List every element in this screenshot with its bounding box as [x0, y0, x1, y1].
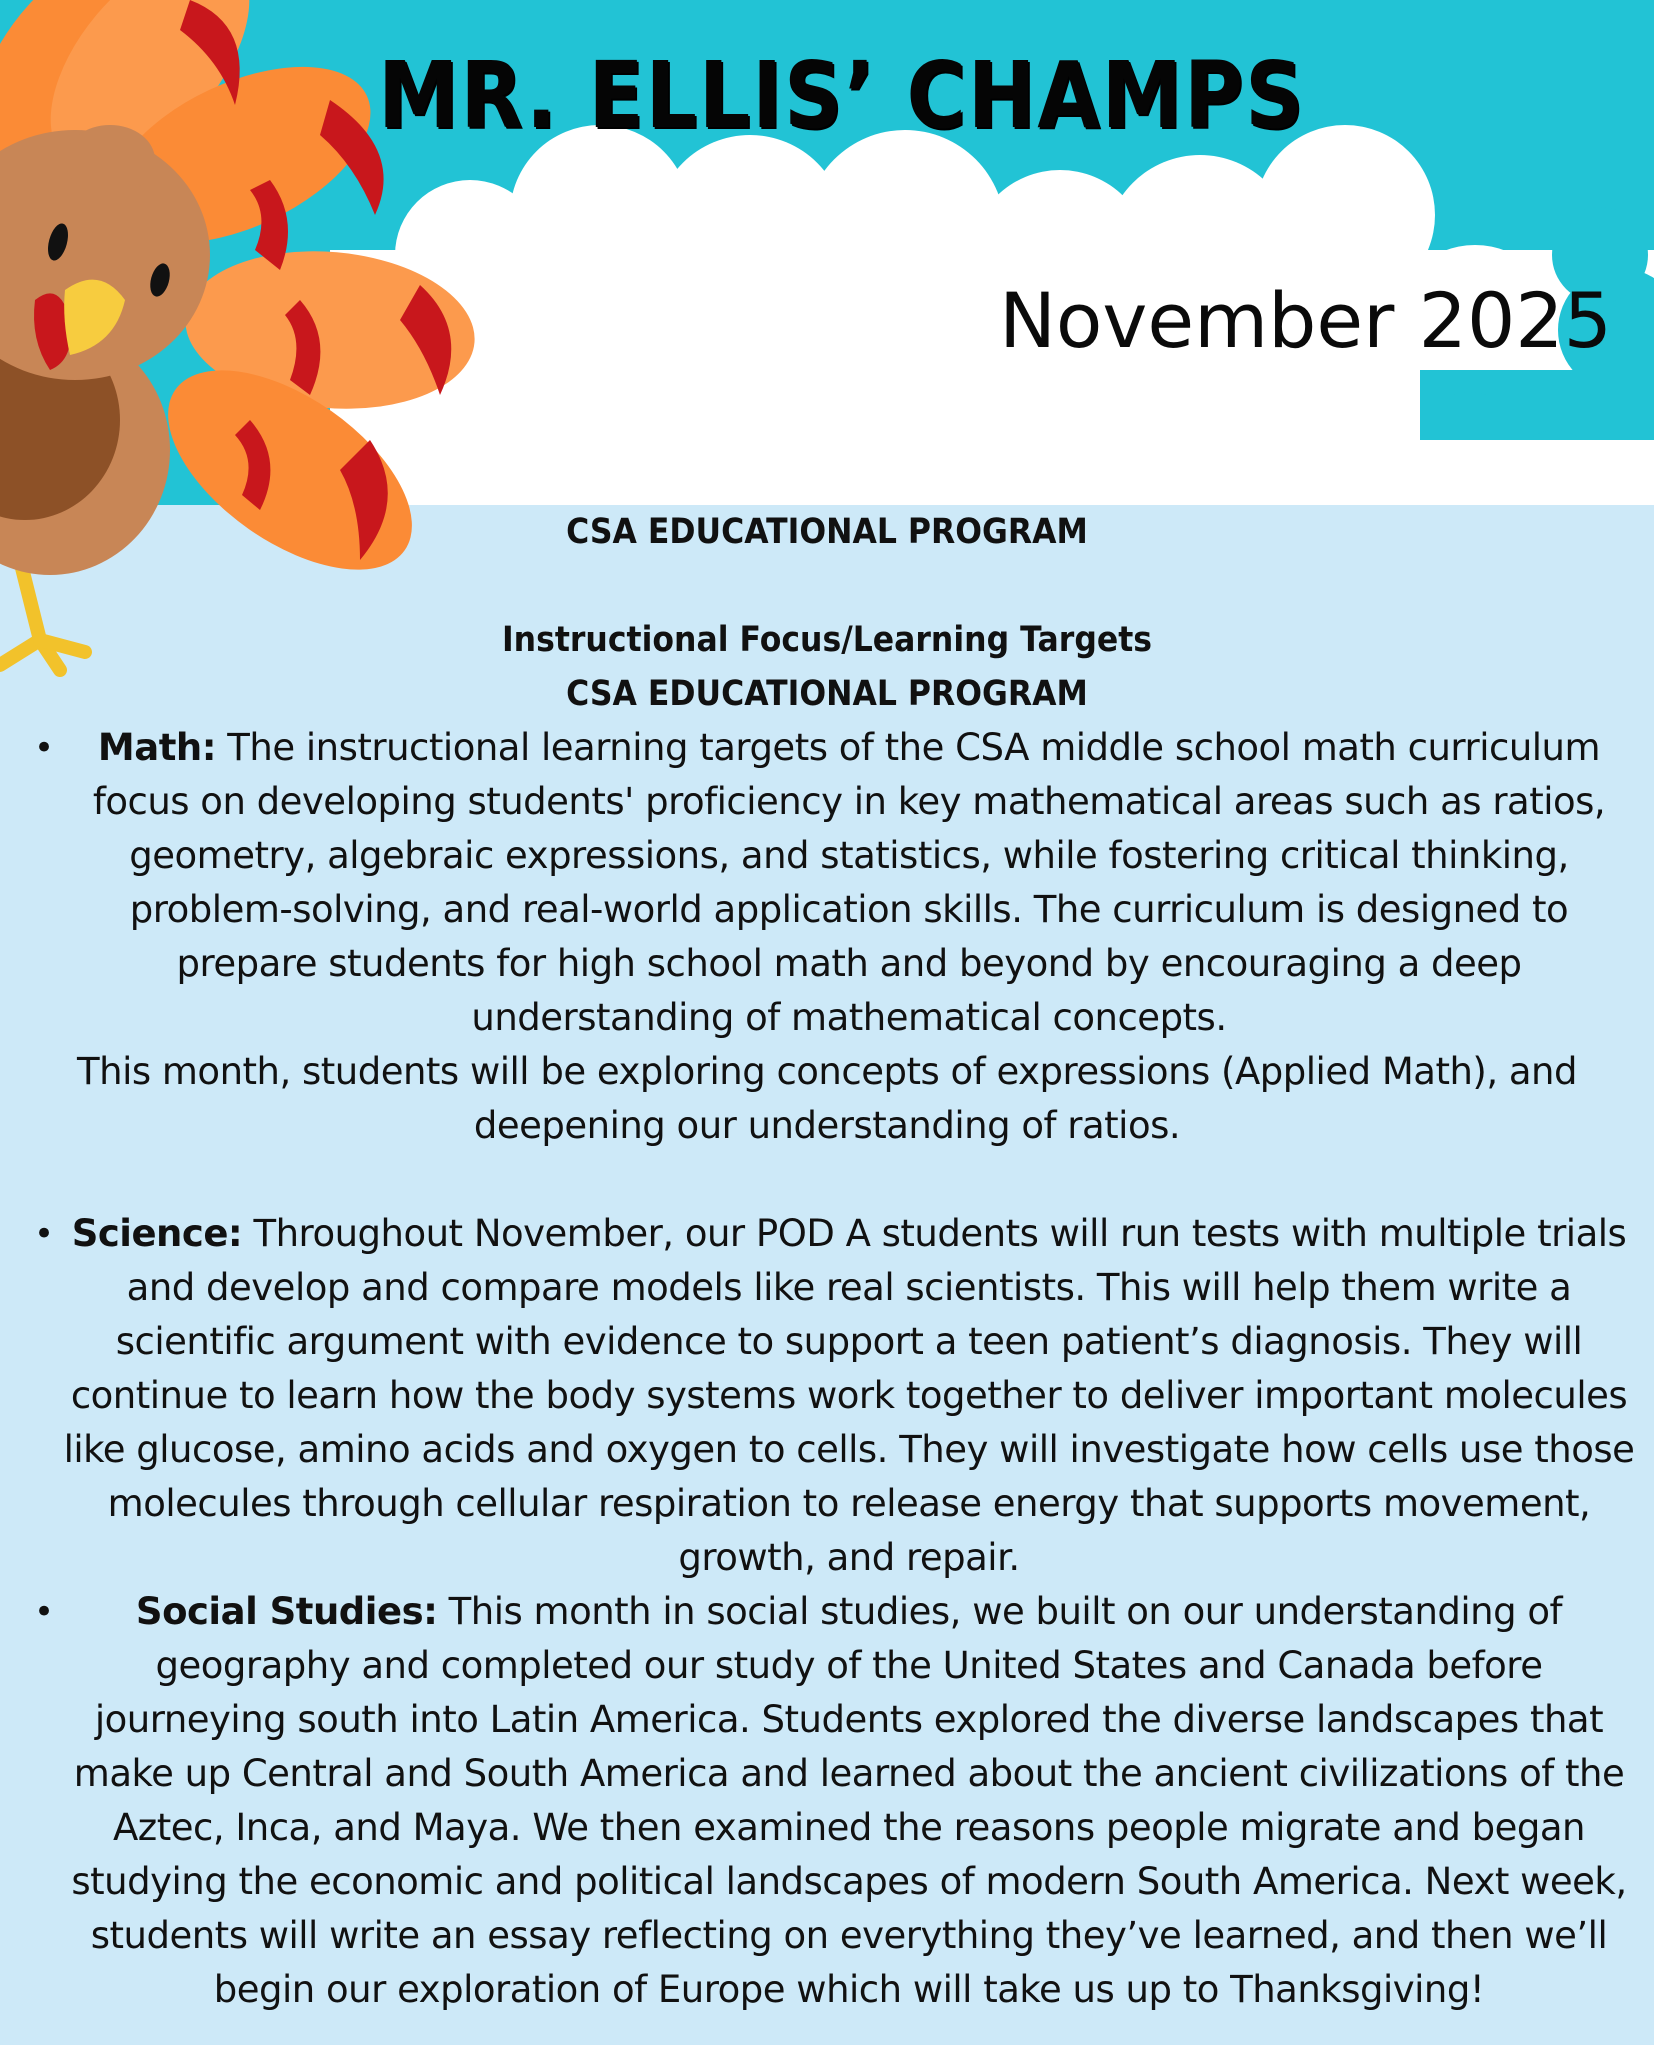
social-studies-label: Social Studies: — [135, 1590, 438, 1633]
bullet-icon: • — [34, 1592, 54, 1632]
social-studies-section — [0, 1585, 1654, 2017]
program-heading-2: CSA EDUCATIONAL PROGRAM — [566, 674, 1088, 714]
science-text: Throughout November, our POD A students will run tests with multiple trials and develop and compare models like real scientists. This will help them write a scientific argument with evidence to support a teen patient’s diagnosis. They will continue to learn how the body systems work together to deliver important molecules like glucose, amino acids and oxygen to cells. They will investigate how cells use those molecules through cellular respiration to release energy that supports movement, growth, and repair. — [63, 1212, 1635, 1579]
bullet-icon: • — [34, 728, 54, 768]
social-studies-text: This month in social studies, we built on our understanding of geography and completed our study of the United States and Canada before journeying south into Latin America. Students explored the diverse landscapes that make up Central and South America and learned about the ancient civilizations of the Aztec, Inca, and Maya. We then examined the reasons people migrate and began studying the economic and political landscapes of modern South America. Next week, students will write an essay reflecting on everything they’ve learned, and then we’ll begin our exploration of Europe which will take us up to Thanksgiving! — [71, 1590, 1627, 2011]
focus-heading: Instructional Focus/Learning Targets — [501, 620, 1153, 660]
newsletter-body — [0, 505, 1654, 2017]
newsletter-date: November 2025 — [999, 276, 1612, 365]
math-label: Math: — [97, 726, 217, 769]
math-month-note: This month, students will be exploring concepts of expressions (Applied Math), and deepening our understanding of ratios. — [77, 1050, 1577, 1147]
bullet-icon: • — [34, 1214, 54, 1254]
math-text: The instructional learning targets of the CSA middle school math curriculum focus on developing students' proficiency in key mathematical areas such as ratios, geometry, algebraic expressions, and statistics, while fostering critical thinking, problem-solving, and real-world application skills. The curriculum is designed to prepare students for high school math and beyond by encouraging a deep understanding of mathematical concepts. — [92, 726, 1606, 1039]
science-label: Science: — [71, 1212, 243, 1255]
math-section — [0, 721, 1654, 1045]
science-section — [0, 1207, 1654, 1585]
program-heading: CSA EDUCATIONAL PROGRAM — [566, 512, 1088, 552]
newsletter-title: MR. ELLIS’ CHAMPS — [378, 42, 1306, 149]
